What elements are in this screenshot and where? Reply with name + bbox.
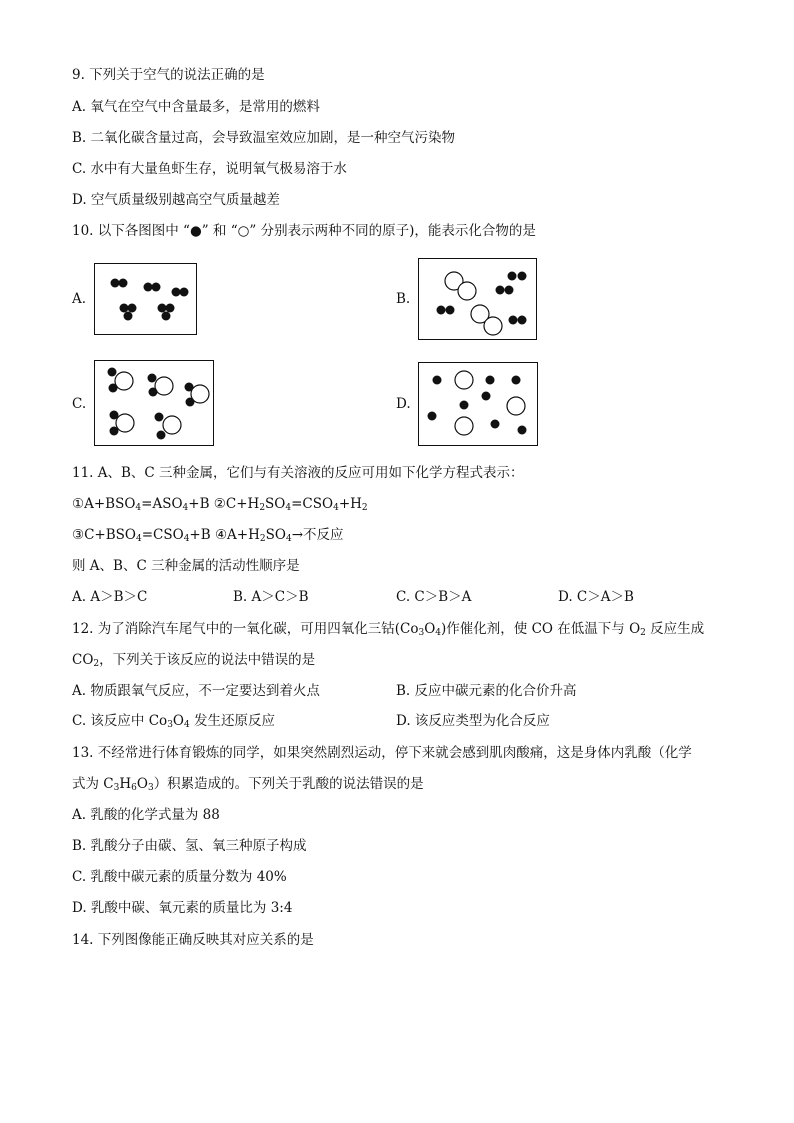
q12-stem: 12. 为了消除汽车尾气中的一氧化碳，可用四氧化三钴$(Co_3O_4)$作催化剂，使 CO 在低温下与 $O_2$ 反应生成	[72, 621, 705, 638]
q11-option-a: A. A＞B＞C	[72, 589, 148, 605]
q9-option-b: B. 二氧化碳含量过高，会导致温室效应加剧，是一种空气污染物	[72, 130, 456, 146]
q10-label-c: C.	[72, 396, 87, 412]
q9-option-d: D. 空气质量级别越高空气质量越差	[72, 192, 280, 208]
q10-diagram-d	[418, 362, 538, 446]
q9-option-c: C. 水中有大量鱼虾生存，说明氧气极易溶于水	[72, 161, 347, 177]
q12-option-d: D. 该反应类型为化合反应	[396, 713, 550, 729]
q10-stem: 10. 以下各图图中 “●” 和 “○” 分别表示两种不同的原子)，能表示化合物的是	[72, 223, 536, 239]
q12-option-c: C. 该反应中 $Co_3O_4$ 发生还原反应	[72, 713, 276, 730]
q13-option-a: A. 乳酸的化学式量为 88	[72, 807, 220, 823]
q13-stem: 13. 不经常进行体育锻炼的同学，如果突然剧烈运动，停下来就会感到肌肉酸痛，这是身体内乳酸（化学	[72, 745, 692, 761]
q10-diagram-c-atoms	[95, 361, 215, 447]
q11-equations-1: $①A+BSO_4=ASO_4+B$ $②C+H_2SO_4=CSO_4+H_2$	[72, 496, 368, 513]
q11-question: 则 A、B、C 三种金属的活动性顺序是	[72, 558, 300, 574]
q10-diagram-a	[94, 263, 197, 335]
q13-option-d: D. 乳酸中碳、氧元素的质量比为 3:4	[72, 900, 293, 916]
q11-option-d: D. C＞A＞B	[558, 589, 634, 605]
q10-diagram-c	[94, 360, 214, 446]
q10-label-d: D.	[396, 396, 411, 412]
q11-equations-2: $③C+BSO_4=CSO_4+B$ $④A+H_2SO_4\to$不反应	[72, 527, 344, 544]
q14-stem: 14. 下列图像能正确反映其对应关系的是	[72, 932, 314, 948]
q13-stem-line-2: 式为 $C_3H_6O_3$）积累造成的。下列关于乳酸的说法错误的是	[72, 776, 424, 793]
q9-stem: 9. 下列关于空气的说法正确的是	[72, 67, 265, 83]
q10-diagram-d-atoms	[419, 363, 539, 447]
q11-option-c: C. C＞B＞A	[396, 589, 472, 605]
q13-option-c: C. 乳酸中碳元素的质量分数为 40%	[72, 869, 287, 885]
q11-option-b: B. A＞C＞B	[233, 589, 309, 605]
q13-option-b: B. 乳酸分子由碳、氢、氧三种原子构成	[72, 838, 307, 854]
q12-stem-line-2: $CO_2$，下列关于该反应的说法中错误的是	[72, 652, 316, 669]
q10-diagram-a-atoms	[95, 264, 198, 336]
q10-diagram-b	[418, 258, 537, 340]
q12-option-a: A. 物质跟氧气反应，不一定要达到着火点	[72, 683, 320, 699]
q10-diagram-b-atoms	[419, 259, 538, 341]
q11-stem: 11. A、B、C 三种金属，它们与有关溶液的反应可用如下化学方程式表示：	[72, 465, 524, 481]
q12-option-b: B. 反应中碳元素的化合价升高	[396, 683, 577, 699]
q10-label-a: A.	[72, 291, 87, 307]
q10-label-b: B.	[396, 291, 411, 307]
q9-option-a: A. 氧气在空气中含量最多，是常用的燃料	[72, 99, 320, 115]
